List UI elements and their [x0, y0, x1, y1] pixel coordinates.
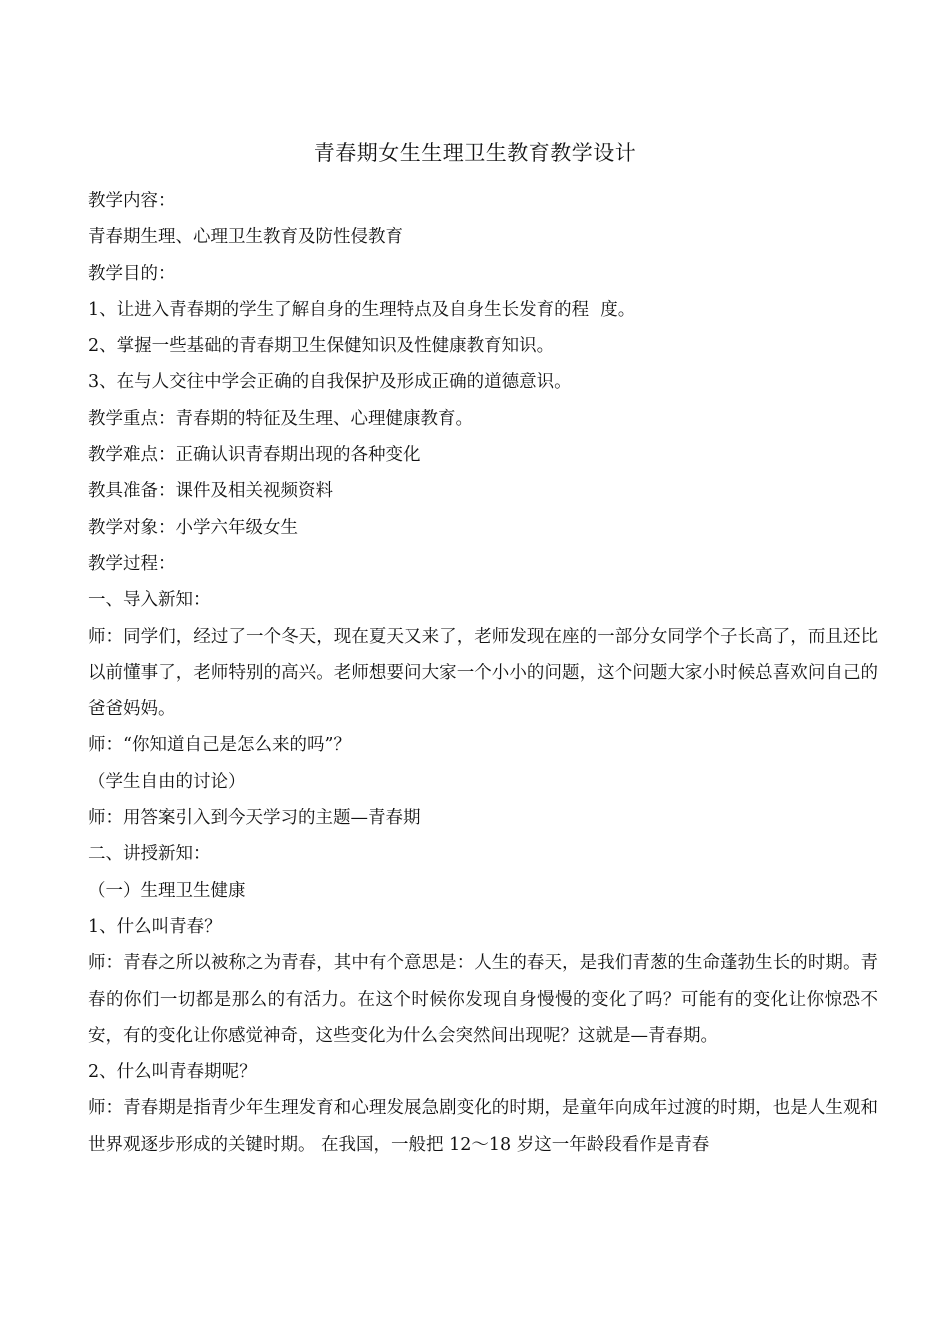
document-body: [88, 183, 878, 1163]
question-what-is-youth: 1、什么叫青春？: [88, 916, 222, 937]
teaching-key-points: 教学重点：青春期的特征及生理、心理健康教育。: [88, 408, 473, 429]
teaching-audience: 教学对象：小学六年级女生: [88, 517, 298, 538]
teaching-difficulties: 教学难点：正确认识青春期出现的各种变化: [88, 445, 421, 466]
paragraph-teacher-question: 师：“你知道自己是怎么来的吗”？: [88, 735, 351, 756]
paragraph-teacher-topic: 师：用答案引入到今天学习的主题—青春期: [88, 808, 421, 829]
paragraph-teacher-intro: 师：同学们，经过了一个冬天，现在夏天又来了，老师发现在座的一部分女同学个子长高了，而且还比以前懂事了，老师特别的高兴。老师想要问大家一个小小的问题，这个问题大家小时候总喜欢问自己的爸爸妈妈。: [88, 626, 878, 720]
question-what-is-puberty: 2、什么叫青春期呢？: [88, 1062, 257, 1083]
goal-item-1: 1、让进入青春期的学生了解自身的生理特点及自身生长发育的程 度。: [88, 299, 636, 320]
goal-item-2: 2、掌握一些基础的青春期卫生保健知识及性健康教育知识。: [88, 336, 555, 357]
document-title: 青春期女生生理卫生教育教学设计: [313, 141, 637, 165]
section-introduction: 一、导入新知：: [88, 590, 211, 611]
paragraph-content-summary: 青春期生理、心理卫生教育及防性侵教育: [88, 227, 403, 248]
heading-teaching-goals: 教学目的：: [88, 263, 176, 284]
section-new-knowledge: 二、讲授新知：: [88, 844, 211, 865]
heading-teaching-process: 教学过程：: [88, 553, 176, 574]
paragraph-youth-explanation: 师：青春之所以被称之为青春，其中有个意思是：人生的春天，是我们青葱的生命蓬勃生长的时期。青春的你们一切都是那么的有活力。在这个时候你发现自身慢慢的变化了吗？可能有的变化让你惊恐不安，有的变化让你感觉神奇，这些变化为什么会突然间出现呢？这就是—青春期。: [88, 953, 878, 1046]
teaching-materials: 教具准备：课件及相关视频资料: [88, 481, 333, 502]
heading-teaching-content: 教学内容：: [88, 191, 176, 211]
goal-item-3: 3、在与人交往中学会正确的自我保护及形成正确的道德意识。: [88, 372, 572, 393]
paragraph-student-discussion: （学生自由的讨论）: [88, 771, 246, 792]
paragraph-puberty-explanation: 师：青春期是指青少年生理发育和心理发展急剧变化的时期，是童年向成年过渡的时期，也是人生观和世界观逐步形成的关键时期。 在我国，一般把 12～18 岁这一年龄段看作是青春: [88, 1098, 878, 1155]
subsection-physiological-health: （一）生理卫生健康: [88, 880, 246, 901]
